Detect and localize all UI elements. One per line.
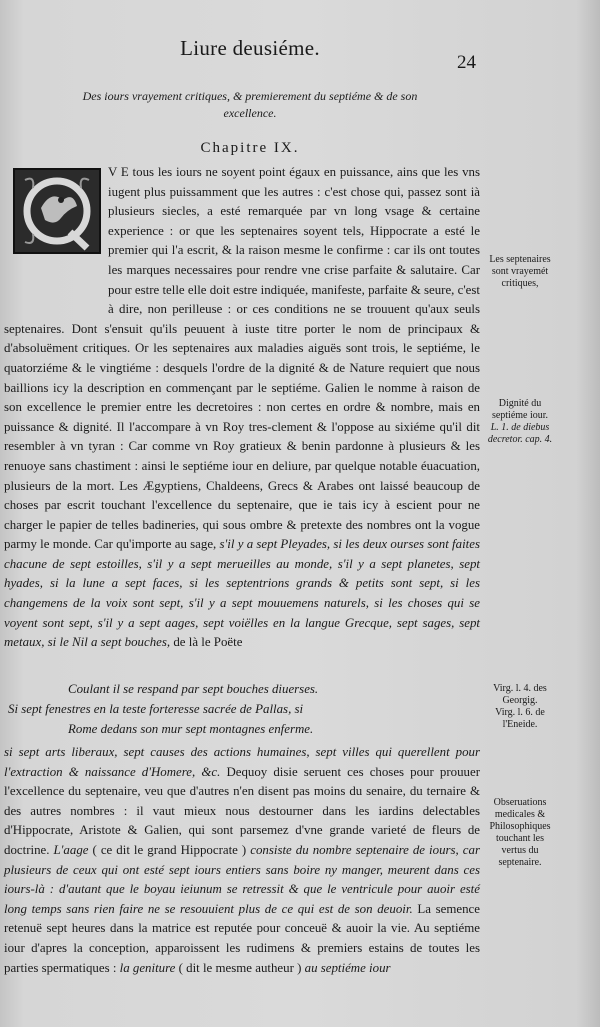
verse-line: Rome dedans son mur sept montagnes enferme. <box>68 722 314 736</box>
running-head: Liure deusiéme. <box>180 36 320 60</box>
page-number: 24 <box>457 52 476 73</box>
text-run: La semence retenuë sept heures dans la matrice est reputée pour conceuë & auoir la vie. Au septiéme iour d'apres la conception, apparoissent les rudimens & premiers estains de toutes les parties spermatiques : <box>4 901 480 975</box>
main-text-block <box>4 163 480 653</box>
italic-run: consiste du nombre septenaire de iours, car plusieurs de ceux qui ont esté sept iours entiers sans boire ny manger, meurent dans ces iours-là : d'autant que le boyau ieiunum se retressit & que le ventricule pour auoir esté long temps sans rien faire ne se resouuient plus de ce qui est de son deuoir. <box>4 842 480 916</box>
marginal-note-citation: Virg. l. 6. de l'Eneide. <box>495 707 545 730</box>
chapter-subtitle: Des iours vrayement critiques, & premierement du septiéme & de son excellence. <box>82 89 418 120</box>
italic-run: la geniture <box>119 960 176 975</box>
marginal-note-citation: L. 1. de diebus decretor. cap. 4. <box>487 422 553 445</box>
marginal-note: Obseruations medicales & Philosophiques touchant les vertus du septenaire. <box>489 797 551 868</box>
italic-run: s'il y a sept Pleyades, si les deux ourses sont faites chacune de sept estoilles, s'il y a sept merueilles au monde, s'il y a sept planetes, sept hyades, si la lune a sept faces, si les septentrions grands & petits sont sept, si les changemens de la voix sont sept, s'il y a sept mouuemens naturels, si les choses qui se voyent sont sept, s'il y a sept aages, sept voiëlles en la langue Grecque, sept sages, sept metaux, si le Nil a sept bouches, <box>4 537 480 650</box>
verse-line: Coulant il se respand par sept bouches diuerses. <box>68 682 319 696</box>
italic-run: si sept arts liberaux, sept causes des actions humaines, sept villes qui querellent pour l'extraction & naissance d'Homere, &c. <box>4 745 480 779</box>
marginal-note-citation: Virg. l. 4. des Georgig. <box>493 683 547 706</box>
text-run: V E tous les iours ne soyent point égaux en puissance, ains que les vns iugent plus puissamment que les autres : c'est chose qui, passez sont ià plusieurs siecles, a esté remarquée par vn long vsage & certaine experience : or que les septenaires soyent tels, Hippocrate a esté le premier qui l'a escrit, & la raison mesme le confirme : car ils ont toutes les marques necessaires pour rendre vne crise parfaite & salutaire. Car pour estre telle elle doit estre indiquée, manifeste, parfaite & seure, c'est à dire, non perilleuse : or ces conditions ne se trouuent qu'aux seuls septenaires. Dont s'ensuit qu'ils peuuent à iuste titre porter le nom de principaux & d'absoluëment critiques. Or les septenaires aux maladies aiguës sont trois, le septiéme, le quatorziéme & le vingtiéme : desquels l'ordre de la dignité & de Nature requiert que nous baillions icy la description en commençant par le septiéme. Galien le nomme à raison de son excellence le premier entre les decretoires : non certes en ordre & nombre, mais en puissance & dignité. Il l'accompare à vn Roy tres-clement & l'oppose au sixiéme qu'il dit resembler à vn tyran : Car comme vn Roy gratieux & benin pardonne à plusieurs & les renuoye sans chastiment : ainsi le septiéme iour en deliure, par quelque notable éuacuation, plusieurs de la mort. Les Ægyptiens, Chaldeens, Grecs & Arabes ont laissé beaucoup de choses par escrit touchant l'excellence du septenaire, que ie tais icy à escient pour ne charger le papier de telles badineries, qui sous ombre & pretexte des nombres ont la vogue parmy le monde. Car qu'importe au sage, <box>4 165 480 552</box>
marginal-note <box>484 683 556 731</box>
text-run: de là le Poëte <box>173 635 243 650</box>
text-run: Dequoy disie seruent ces choses pour prouuer l'excellence du septenaire, veu que d'autres n'en disent pas moins du senaire, du ternaire & des autres nombres : il vaut mieux nous destourner dans les iardins delectables d'Hippocrate, Aristote & Galien, qui sont parsemez d'vne grande varieté de fleurs de doctrine. <box>4 764 480 857</box>
text-run: ( dit le mesme autheur ) <box>178 960 302 975</box>
paragraph <box>4 743 480 978</box>
main-text-block-2 <box>4 743 480 978</box>
chapter-heading: Chapitre IX. <box>200 140 300 156</box>
text-run: ( ce dit le grand Hippocrate ) <box>92 842 247 857</box>
verse-line: Si sept fenestres en la teste forteresse sacrée de Pallas, si <box>8 702 304 716</box>
marginal-note: Les septenaires sont vrayemét critiques, <box>489 254 551 289</box>
marginal-note-text: Dignité du septiéme iour. <box>491 398 549 421</box>
marginal-note <box>484 398 556 446</box>
italic-run: au septiéme iour <box>304 960 391 975</box>
italic-run: L'aage <box>53 842 89 857</box>
